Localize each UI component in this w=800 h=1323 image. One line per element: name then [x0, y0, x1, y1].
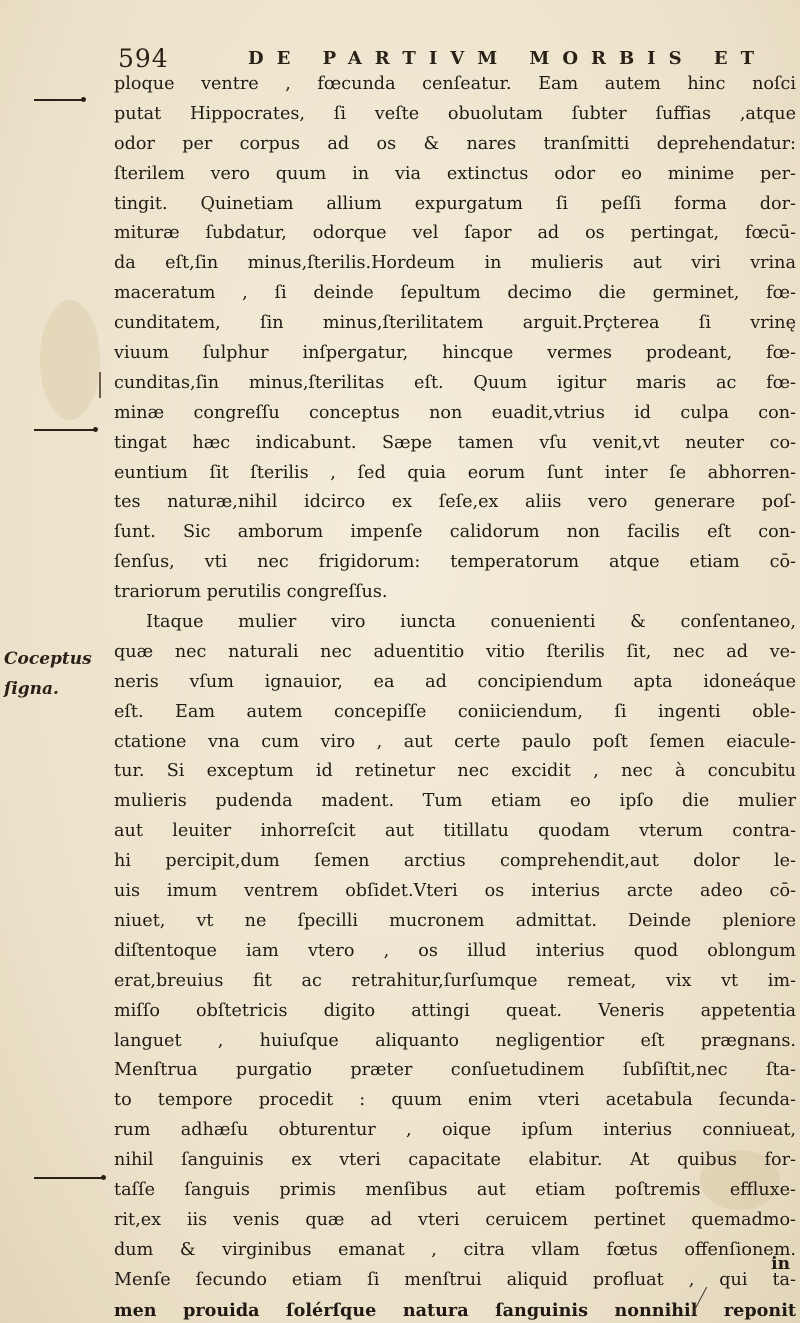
margin-note-signa: ſigna.	[4, 679, 59, 699]
text-line: to tempore procedit : quum enim vteri acetabula ſecunda-	[114, 1090, 796, 1111]
text-line: erat,breuius fit ac retrahitur,ſurſumque remeat, vix vt im-	[114, 970, 796, 991]
text-line: maceratum , ſi deinde ſepultum decimo die germinet, fœ-	[114, 283, 796, 304]
text-line: Menſtrua purgatio præter conſuetudinem ſubſiſtit,nec ſta-	[114, 1060, 796, 1081]
text-line: odor per corpus ad os & nares tranſmitti deprehendatur:	[114, 133, 796, 154]
text-line: niuet, vt ne ſpecilli mucronem admittat. Deinde pleniore	[114, 910, 796, 931]
running-head: DE PARTIVM MORBIS ET	[248, 48, 767, 69]
text-line: Itaque mulier viro iuncta conuenienti & conſentaneo,	[146, 612, 796, 633]
text-line: tingit. Quinetiam allium expurgatum ſi peſſi forma dor-	[114, 193, 796, 214]
text-line: nihil ſanguinis ex vteri capacitate elabitur. At quibus for-	[114, 1150, 796, 1171]
text-line: neris vſum ignauior, ea ad concipiendum apta idoneáque	[114, 671, 796, 692]
page-number: 594	[118, 44, 169, 73]
catchword: in	[771, 1254, 790, 1274]
text-line: putat Hippocrates, ſi veſte obuolutam ſubter ſuffias ,atque	[114, 103, 796, 124]
text-line: cunditatem, ſin minus,ſterilitatem arguit.Prçterea ſi vrinę	[114, 313, 796, 334]
text-line: ploque ventre , fœcunda cenſeatur. Eam autem hinc noſci	[114, 74, 796, 94]
text-line: hi percipit,dum ſemen arctius comprehendit,aut dolor le-	[114, 851, 796, 872]
text-line: viuum ſulphur inſpergatur, hincque vermes prodeant, fœ-	[114, 343, 796, 364]
text-line: rit,ex iis venis quæ ad vteri ceruicem pertinet quemadmo-	[114, 1209, 796, 1230]
margin-pointer-mark	[34, 429, 94, 431]
text-line: ſterilem vero quum in via extinctus odor eo minime per-	[114, 163, 796, 184]
text-line: cunditas,ſin minus,ſterilitas eſt. Quum igitur maris ac fœ-	[114, 372, 796, 393]
text-line: mulieris pudenda madent. Tum etiam eo ipſo die mulier	[114, 791, 796, 812]
text-line: tur. Si exceptum id retinetur nec excidit , nec à concubitu	[114, 761, 796, 782]
margin-note-conceptus: Coceptus	[4, 649, 92, 669]
text-line: miſſo obſtetricis digito attingi queat. Veneris appetentia	[114, 1000, 796, 1021]
text-line: aut leuiter inhorreſcit aut titillatu quodam vterum contra-	[114, 821, 796, 842]
text-line: men prouida ſolérſque natura ſanguinis nonnihil reponit	[114, 1299, 796, 1321]
text-line: ſunt. Sic amborum impenſe calidorum non facilis eſt con-	[114, 522, 796, 543]
text-line: da eſt,ſin minus,ſterilis.Hordeum in mulieris aut viri vrina	[114, 253, 796, 274]
text-line: eſt. Eam autem concepiſſe coniiciendum, ſi ingenti oble-	[114, 701, 796, 722]
text-line: languet , huiuſque aliquanto negligentior eſt prægnans.	[114, 1030, 796, 1051]
text-line: Menſe ſecundo etiam ſi menſtrui aliquid profluat , qui ta-	[114, 1269, 796, 1290]
margin-pointer-mark	[34, 99, 82, 101]
text-line: ſenſus, vti nec frigidorum: temperatorum atque etiam cō-	[114, 552, 796, 573]
text-line: quæ nec naturali nec aduentitio vitio ſterilis ſit, nec ad ve-	[114, 641, 796, 662]
body-text	[114, 70, 796, 1323]
text-line: tes naturæ,nihil idcirco ex ſeſe,ex aliis vero generare poſ-	[114, 492, 796, 513]
text-line: dum & virginibus emanat , citra vllam fœtus offenſionem.	[114, 1239, 796, 1260]
margin-pointer-mark	[34, 1177, 102, 1179]
text-line: euntium ſit ſterilis , ſed quia eorum ſunt inter ſe abhorren-	[114, 462, 796, 483]
text-line: mituræ ſubdatur, odorque vel ſapor ad os pertingat, fœcū-	[114, 223, 796, 244]
margin-tick	[99, 372, 101, 398]
text-line: taſſe ſanguis primis menſibus aut etiam poſtremis effluxe-	[114, 1179, 796, 1200]
text-line: uis imum ventrem obſidet.Vteri os interius arcte adeo cō-	[114, 881, 796, 902]
text-line: ctatione vna cum viro , aut certe paulo poſt ſemen eiacule-	[114, 731, 796, 752]
text-line: rum adhæſu obturentur , oique ipſum interius conniueat,	[114, 1120, 796, 1141]
text-line: tingat hæc indicabunt. Sæpe tamen vſu venit,vt neuter co-	[114, 432, 796, 453]
paper-stain	[40, 300, 100, 420]
text-line: trariorum perutilis congreſſus.	[114, 582, 388, 603]
text-line: minæ congreſſu conceptus non euadit,vtrius id culpa con-	[114, 402, 796, 423]
text-line: diſtentoque iam vtero , os illud interius quod oblongum	[114, 940, 796, 961]
